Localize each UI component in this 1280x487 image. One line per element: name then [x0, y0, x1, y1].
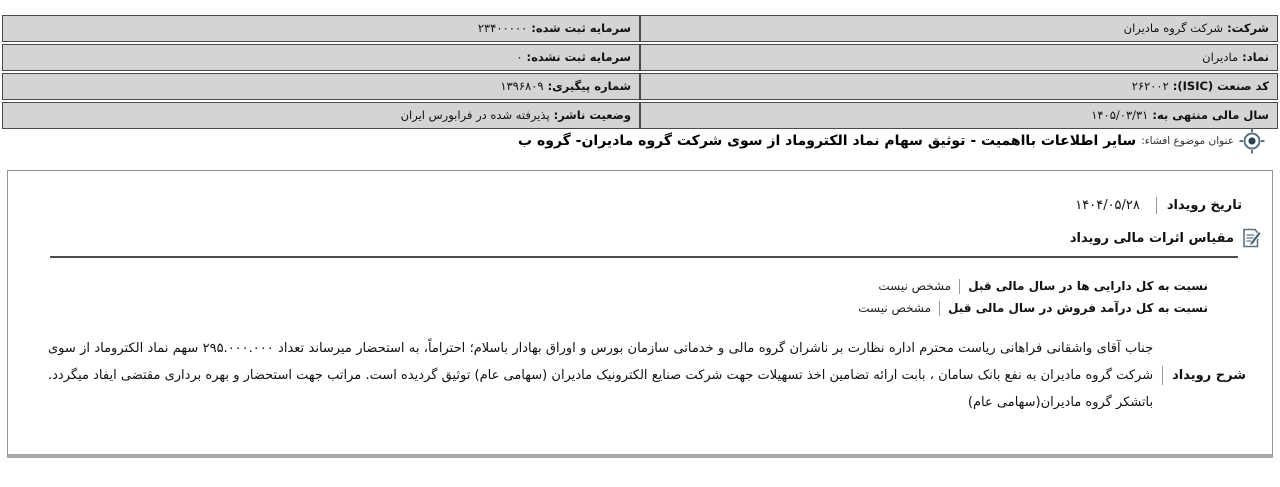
- table-row: [2, 15, 1278, 42]
- cell-label: کد صنعت (ISIC):: [1172, 79, 1269, 93]
- event-description-label: شرح رویداد: [1172, 368, 1246, 383]
- event-details-panel: [7, 170, 1273, 458]
- note-pencil-icon: [1240, 227, 1262, 249]
- cell-value: مادیران: [1202, 50, 1239, 64]
- company-info-table: [2, 13, 1278, 131]
- ticker-symbol-cell: [640, 44, 1278, 71]
- cell-value: ۱۴۰۵/۰۳/۳۱: [1091, 108, 1149, 122]
- cell-label: سرمایه ثبت شده:: [531, 21, 631, 35]
- ratio-value: مشخص نیست: [858, 301, 932, 315]
- cell-label: سرمایه ثبت نشده:: [526, 50, 631, 64]
- event-date-label: تاریخ رویداد: [1166, 198, 1242, 213]
- table-row: [2, 102, 1278, 129]
- unregistered-capital-cell: [2, 44, 640, 71]
- issuer-status-cell: [2, 102, 640, 129]
- ratio-row-sales-revenue: [8, 297, 1208, 319]
- ratio-label: نسبت به کل درآمد فروش در سال مالی قبل: [948, 301, 1208, 315]
- cell-label: سال مالی منتهی به:: [1152, 108, 1269, 122]
- event-description-row: [48, 335, 1246, 416]
- event-date-row: [8, 197, 1242, 214]
- cell-value: ۱۳۹۶۸۰۹: [500, 79, 544, 93]
- target-icon: [1238, 127, 1266, 155]
- subject-prefix-label: عنوان موضوع افشاء:: [1141, 135, 1234, 147]
- financial-scale-heading: [8, 227, 1262, 249]
- cell-label: شماره پیگیری:: [547, 79, 631, 93]
- table-row: [2, 73, 1278, 100]
- industry-code-cell: [640, 73, 1278, 100]
- vertical-divider: [959, 279, 960, 294]
- vertical-divider: [939, 301, 940, 316]
- ratio-row-total-assets: [8, 275, 1208, 297]
- section-divider: [50, 256, 1238, 258]
- ratio-label: نسبت به کل دارایی ها در سال مالی قبل: [968, 279, 1208, 293]
- cell-value: ۰: [516, 50, 523, 64]
- event-date-value: ۱۴۰۴/۰۵/۲۸: [1075, 198, 1140, 213]
- vertical-divider: [1162, 366, 1163, 385]
- registered-capital-cell: [2, 15, 640, 42]
- fiscal-year-end-cell: [640, 102, 1278, 129]
- tracking-number-cell: [2, 73, 640, 100]
- cell-value: شرکت گروه مادیران: [1123, 21, 1224, 35]
- cell-label: نماد:: [1242, 50, 1269, 64]
- cell-value: پذیرفته شده در فرابورس ایران: [400, 108, 550, 122]
- cell-value: ۲۶۲۰۰۲: [1131, 79, 1169, 93]
- vertical-divider: [1156, 197, 1157, 214]
- event-description-text: جناب آقای واشقانی فراهانی ریاست محترم اداره نظارت بر ناشران گروه مالی و خدماتی سازمان بورس و اوراق بهادار باسلام؛ احتراماً، به استحضار میرساند تعداد ۲۹۵.۰۰۰.۰۰۰ سهم نماد الکتروماد از سوی شرکت گروه مادیران به نفع بانک سامان ، بابت ارائه تضامین اخذ تسهیلات جهت شرکت صنایع الکترونیک مادیران (سهامی عام) توثیق گردیده است. مراتب جهت استحضار و بهره برداری مقتضی ایفاد میگردد. باتشکر گروه مادیران(سهامی عام): [48, 341, 1154, 410]
- financial-scale-title: مقیاس اثرات مالی رویداد: [1069, 230, 1234, 246]
- ratio-value: مشخص نیست: [878, 279, 952, 293]
- table-row: [2, 44, 1278, 71]
- cell-label: شرکت:: [1227, 21, 1269, 35]
- disclosure-subject-row: [14, 127, 1266, 155]
- cell-value: ۲۳۴۰۰۰۰۰: [477, 21, 528, 35]
- ratio-list: [8, 275, 1208, 319]
- cell-label: وضعیت ناشر:: [553, 108, 631, 122]
- company-name-cell: [640, 15, 1278, 42]
- subject-title: سایر اطلاعات بااهمیت - توثیق سهام نماد الکتروماد از سوی شرکت گروه مادیران- گروه ب: [518, 133, 1137, 149]
